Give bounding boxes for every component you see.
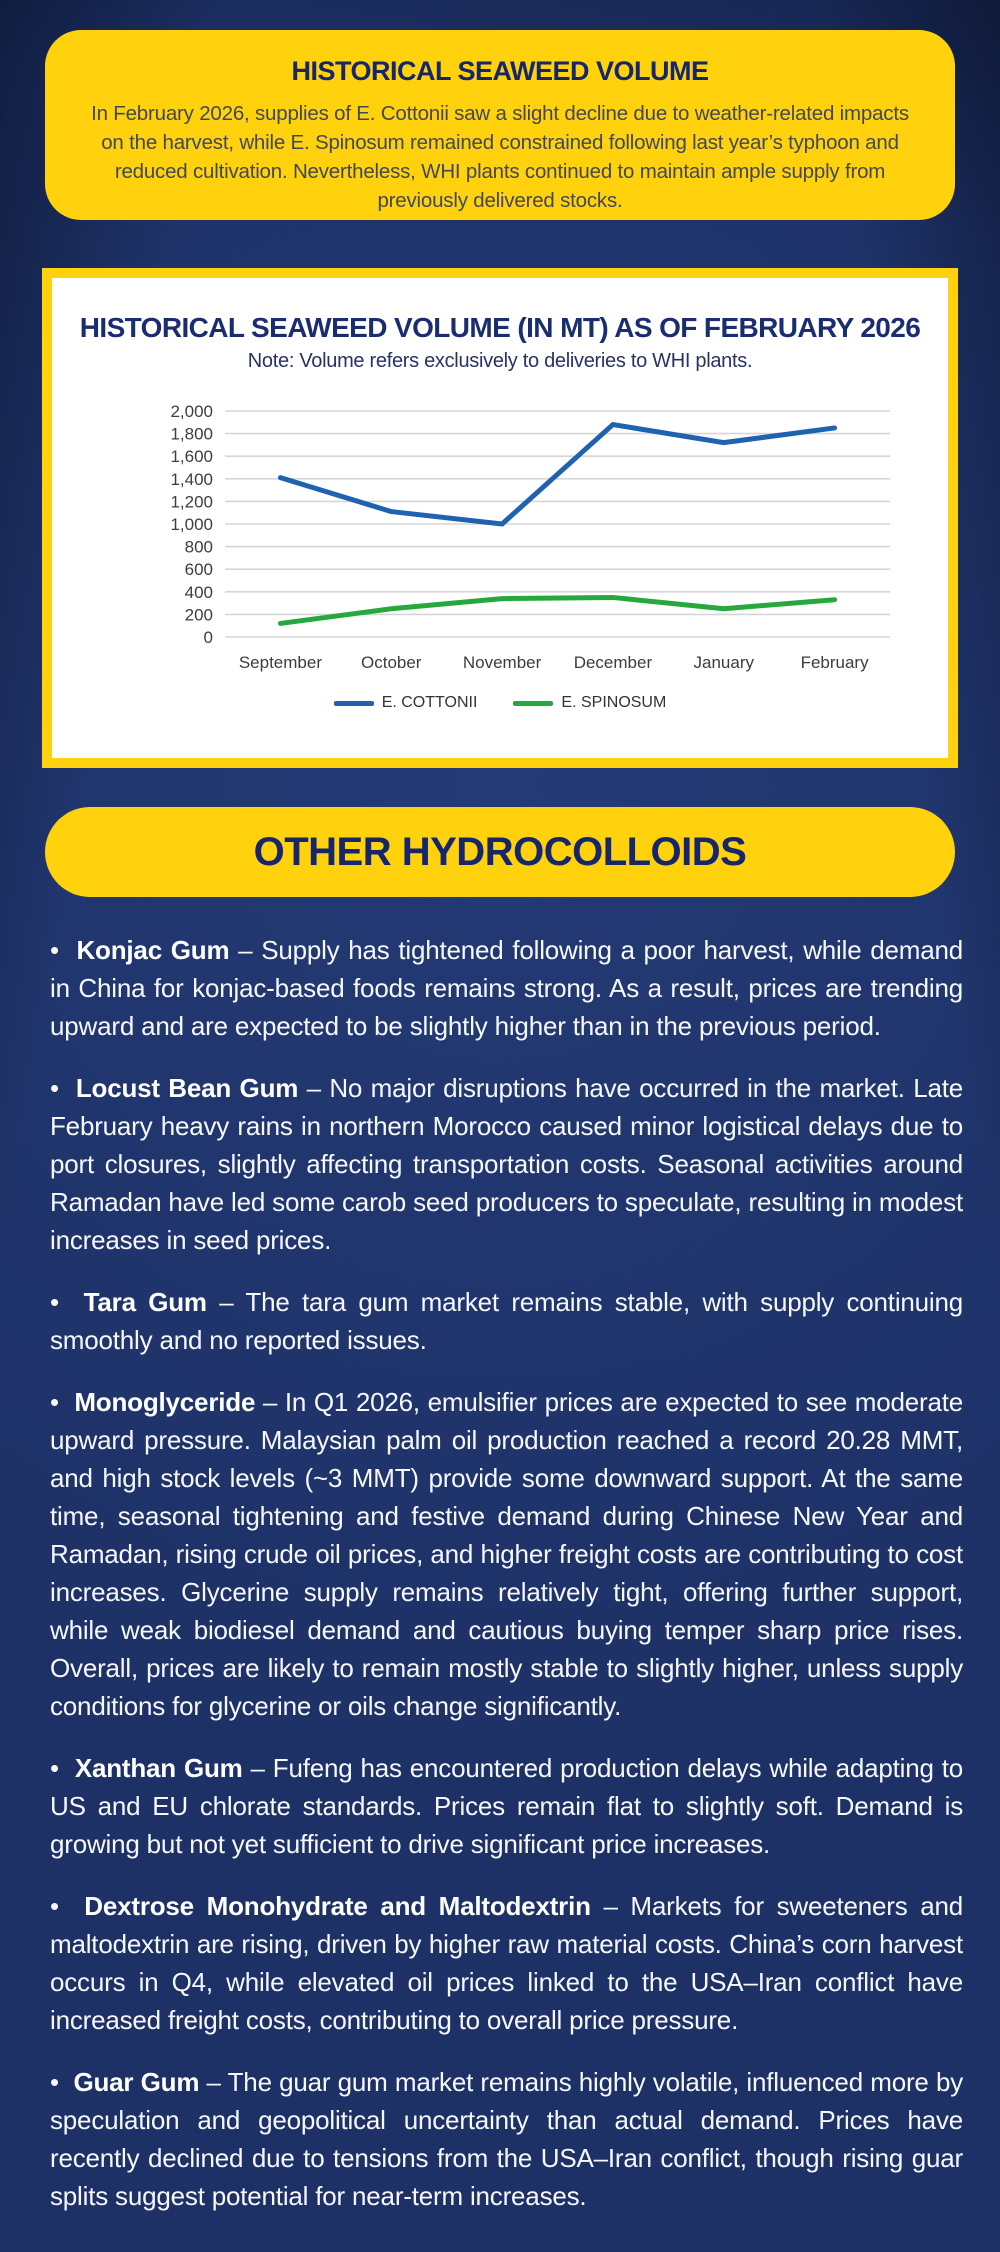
dash-separator: – xyxy=(255,1387,285,1417)
x-tick-label: October xyxy=(361,653,422,672)
x-tick-label: February xyxy=(800,653,869,672)
legend-label: E. COTTONII xyxy=(381,694,478,711)
y-tick-label: 1,200 xyxy=(170,492,213,512)
section-text: The tara gum market remains stable, with supply continuing smoothly and no reported issues. xyxy=(50,1287,964,1355)
legend-label: E. SPINOSUM xyxy=(561,694,667,711)
bullet-marker: • xyxy=(50,1891,85,1921)
section-name: Guar Gum xyxy=(73,2067,200,2097)
x-tick-label: December xyxy=(573,653,653,672)
legend-item xyxy=(513,694,666,712)
bullet-marker: • xyxy=(50,935,77,965)
section-text: Supply has tightened following a poor harvest, while demand in China for konjac-based foods remains strong. As a result, prices are trending upward and are expected to be slightly higher than in the previous period. xyxy=(50,935,963,1041)
x-tick-label: January xyxy=(693,653,754,672)
bullet-item xyxy=(50,2063,963,2215)
dash-separator: – xyxy=(206,1287,246,1317)
seaweed-volume-line-chart xyxy=(65,397,935,682)
chart-note: Note: Volume refers exclusively to deliveries to WHI plants. xyxy=(247,350,753,372)
y-tick-label: 1,600 xyxy=(170,447,213,467)
chart-legend xyxy=(52,694,948,712)
section-text: Markets for sweeteners and maltodextrin are rising, driven by higher raw material costs. China’s corn harvest occurs in Q4, while elevated oil prices linked to the USA–Iran conflict have increased freight costs, contributing to overall price pressure. xyxy=(50,1891,963,2035)
newsletter-page xyxy=(0,30,1000,2252)
dash-separator: – xyxy=(199,2067,228,2097)
series-line-e-cottonii xyxy=(280,425,834,524)
section-text: No major disruptions have occurred in the market. Late February heavy rains in northern Morocco caused minor logistical delays due to port closures, slightly affecting transportation costs. Seasonal activities around Ramadan have led some carob seed producers to speculate, resulting in modest increases in seed prices. xyxy=(50,1073,963,1255)
bullet-item xyxy=(50,1887,963,2039)
series-line-e-spinosum xyxy=(280,597,834,623)
hydrocolloids-list xyxy=(0,897,1000,2215)
legend-swatch-icon xyxy=(513,701,553,706)
intro-title: HISTORICAL SEAWEED VOLUME xyxy=(291,56,709,86)
y-tick-label: 800 xyxy=(184,537,213,557)
x-tick-label: September xyxy=(238,653,323,672)
bullet-marker: • xyxy=(50,1287,84,1317)
chart-title: HISTORICAL SEAWEED VOLUME (IN MT) AS OF FEBRUARY 2026 xyxy=(79,312,921,343)
bullet-marker: • xyxy=(50,1387,75,1417)
dash-separator: – xyxy=(590,1891,631,1921)
section-text: In Q1 2026, emulsifier prices are expected to see moderate upward pressure. Malaysian palm oil production reached a record 20.28 MMT, and high stock levels (~3 MMT) provide some downward support. At the same time, seasonal tightening and festive demand during Chinese New Year and Ramadan, rising crude oil prices, and higher freight costs are contributing to cost increases. Glycerine supply remains relatively tight, offering further support, while weak biodiesel demand and cautious buying temper sharp price rises. Overall, prices are likely to remain mostly stable to slightly higher, unless supply conditions for glycerine or oils change significantly. xyxy=(50,1387,964,1721)
y-tick-label: 1,000 xyxy=(170,515,213,534)
bullet-marker: • xyxy=(50,1753,75,1783)
dash-separator: – xyxy=(229,935,262,965)
section-name: Monoglyceride xyxy=(74,1387,256,1417)
y-tick-label: 400 xyxy=(184,582,213,602)
section-name: Konjac Gum xyxy=(76,935,230,965)
section-name: Xanthan Gum xyxy=(74,1753,243,1783)
y-tick-label: 200 xyxy=(184,605,213,625)
y-tick-label: 1,800 xyxy=(170,424,213,444)
intro-body: In February 2026, supplies of E. Cottonii saw a slight decline due to weather-related impacts on the harvest, while E. Spinosum remained constrained following last year’s typhoon and reduced cultivation. Nevertheless, WHI plants continued to maintain ample supply from previously delivered stocks. xyxy=(91,102,909,212)
intro-card xyxy=(45,30,955,220)
bullet-item xyxy=(50,1283,963,1359)
section-text: The guar gum market remains highly volatile, influenced more by speculation and geopolitical uncertainty than actual demand. Prices have recently declined due to tensions from the USA–Iran conflict, though rising guar splits suggest potential for near-term increases. xyxy=(50,2067,964,2211)
bullet-item xyxy=(50,931,963,1045)
section-name: Locust Bean Gum xyxy=(75,1073,299,1103)
bullet-item xyxy=(50,1069,963,1259)
other-hydrocolloids-banner xyxy=(45,807,955,897)
section-name: Tara Gum xyxy=(83,1287,207,1317)
bullet-marker: • xyxy=(50,2067,74,2097)
section-name: Dextrose Monohydrate and Maltodextrin xyxy=(84,1891,591,1921)
section-text: Fufeng has encountered production delays while adapting to US and EU chlorate standards. Prices remain flat to slightly soft. Demand is growing but not yet sufficient to drive significant price increases. xyxy=(50,1753,963,1859)
bullet-item xyxy=(50,1749,963,1863)
legend-swatch-icon xyxy=(334,701,374,706)
y-tick-label: 2,000 xyxy=(170,402,213,421)
bullet-marker: • xyxy=(50,1073,76,1103)
chart-card xyxy=(42,268,958,768)
y-tick-label: 600 xyxy=(184,560,213,580)
dash-separator: – xyxy=(298,1073,330,1103)
banner-title: OTHER HYDROCOLLOIDS xyxy=(253,829,747,874)
y-tick-label: 1,400 xyxy=(170,469,213,489)
y-tick-label: 0 xyxy=(203,628,213,647)
bullet-item xyxy=(50,1383,963,1725)
legend-item xyxy=(334,694,478,712)
dash-separator: – xyxy=(242,1753,273,1783)
x-tick-label: November xyxy=(462,653,542,672)
